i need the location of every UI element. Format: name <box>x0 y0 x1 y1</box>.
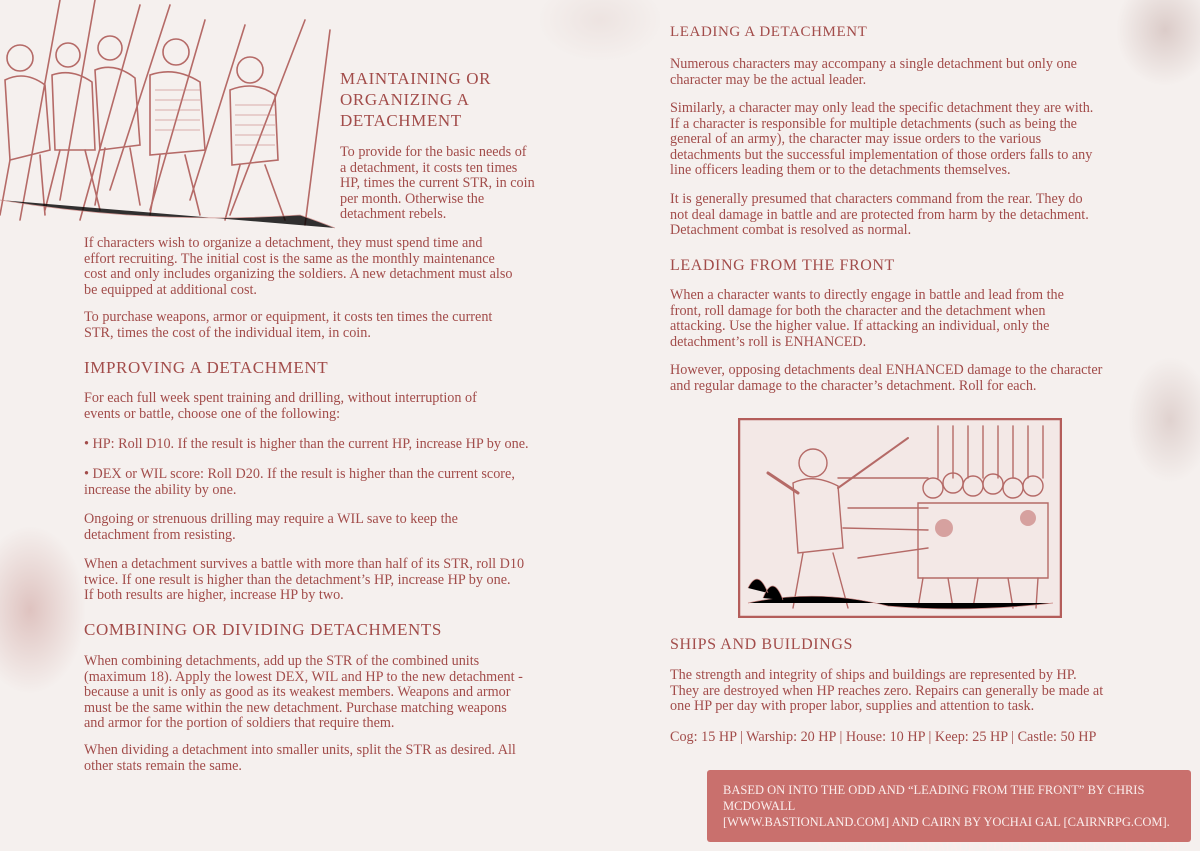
credit-line-1a: BASED ON INTO THE ODD AND “LEADING FROM THE FRONT” BY CHRIS MCDOWALL <box>723 783 1145 813</box>
paragraph-organize: If characters wish to organize a detachment, they must spend time and effort recruiting. The initial cost is the same as the monthly maintenance cost and only includes organizing the soldiers. A new detachment must also be equipped at additional cost. <box>84 235 513 298</box>
ship-building-stats: Cog: 15 HP | Warship: 20 HP | House: 10 HP | Keep: 25 HP | Castle: 50 HP <box>670 729 1097 745</box>
paragraph-leading-1: Numerous characters may accompany a single detachment but only one character may be the actual leader. <box>670 56 1077 88</box>
woodcut-battle-illustration <box>738 418 1062 618</box>
paragraph-drilling: Ongoing or strenuous drilling may require a WIL save to keep the detachment from resisting. <box>84 511 458 543</box>
credit-version-line: Version 1.0 • HUMAN MADE • PUBLISHED UNDER CC-BY-SA 4.0 <box>817 840 1179 851</box>
heading-front: LEADING FROM THE FRONT <box>670 257 895 274</box>
credit-box <box>707 770 1191 851</box>
credit-line-1b: [WWW.BASTIONLAND.COM] AND CAIRN BY YOCHAI GAL [CAIRNRPG.COM]. <box>723 815 1170 829</box>
paragraph-ships: The strength and integrity of ships and buildings are represented by HP. They are destroyed when HP reaches zero. Repairs can generally be made at one HP per day with proper labor, supplies and attention to task. <box>670 667 1104 715</box>
paragraph-leading-3: It is generally presumed that characters command from the rear. They do not deal damage in battle and are protected from harm by the detachment. Detachment combat is resolved as normal. <box>670 191 1089 239</box>
bullet-hp: • HP: Roll D10. If the result is higher than the current HP, increase HP by one. <box>84 436 529 452</box>
paragraph-divide: When dividing a detachment into smaller units, split the STR as desired. All other stats remain the same. <box>84 742 516 774</box>
heading-combining: COMBINING OR DIVIDING DETACHMENTS <box>84 620 442 639</box>
paragraph-leading-2: Similarly, a character may only lead the specific detachment they are with. If a character is responsible for multiple detachments (such as being the general of an army), the character may issue orders to the various detachments but the successful implementation of those orders falls to any line officers leading them or to the detachments themselves. <box>670 100 1094 179</box>
paragraph-front-1: When a character wants to directly engage in battle and lead from the front, roll damage for both the character and the detachment when attacking. Use the higher value. If attacking an individual, only the detachment’s roll is ENHANCED. <box>670 287 1064 350</box>
paragraph-survives: When a detachment survives a battle with more than half of its STR, roll D10 twice. If one result is higher than the detachment’s HP, increase HP by one. If both results are higher, increase HP by two. <box>84 556 525 604</box>
bullet-dex-wil: • DEX or WIL score: Roll D20. If the result is higher than the current score, increase the ability by one. <box>84 466 515 498</box>
heading-improving: IMPROVING A DETACHMENT <box>84 358 329 377</box>
heading-ships: SHIPS AND BUILDINGS <box>670 636 853 653</box>
woodcut-soldiers-illustration <box>0 0 335 232</box>
paragraph-purchase: To purchase weapons, armor or equipment, it costs ten times the current STR, times the cost of the individual item, in coin. <box>84 309 493 341</box>
heading-maintaining: MAINTAINING OR ORGANIZING A DETACHMENT <box>340 69 492 130</box>
paragraph-combine: When combining detachments, add up the STR of the combined units (maximum 18). Apply the lowest DEX, WIL and HP to the new detachment - because a unit is only as good as its weakest members. Weapons and armor must be the same within the new detachment. Purchase matching weapons and armor for the portion of soldiers that require them. <box>84 653 523 732</box>
heading-leading: LEADING A DETACHMENT <box>670 24 868 40</box>
paragraph-maintaining-intro: To provide for the basic needs of a detachment, it costs ten times HP, times the current STR, in coin per month. Otherwise the detachment rebels. <box>340 144 535 223</box>
paragraph-front-2: However, opposing detachments deal ENHANCED damage to the character and regular damage to the character’s detachment. Roll for each. <box>670 362 1103 394</box>
paragraph-improving-intro: For each full week spent training and drilling, without interruption of events or battle, choose one of the following: <box>84 390 477 422</box>
